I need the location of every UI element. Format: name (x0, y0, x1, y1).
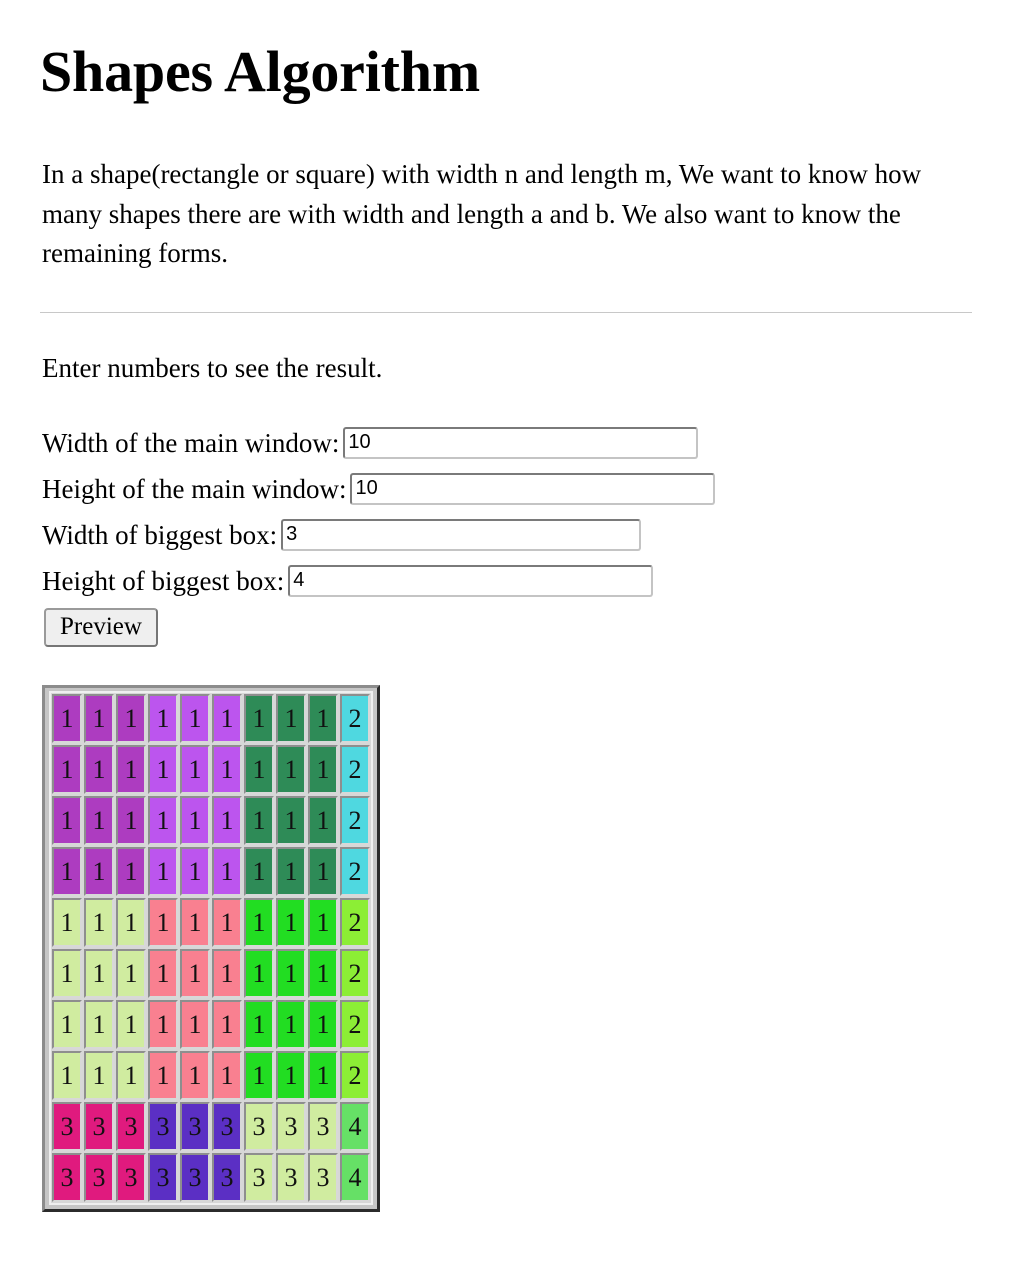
grid-cell: 1 (116, 745, 146, 794)
grid-cell: 1 (180, 796, 210, 845)
grid-cell: 1 (276, 1000, 306, 1049)
grid-cell: 1 (84, 949, 114, 998)
grid-cell: 3 (52, 1102, 82, 1151)
grid-cell: 1 (180, 949, 210, 998)
section-divider (40, 312, 972, 313)
grid-cell: 1 (180, 745, 210, 794)
grid-cell: 1 (244, 1000, 274, 1049)
grid-cell: 1 (84, 1051, 114, 1100)
grid-cell: 1 (308, 1051, 338, 1100)
grid-row (51, 999, 371, 1050)
grid-cell: 1 (308, 1000, 338, 1049)
grid-row (51, 897, 371, 948)
grid-cell: 1 (84, 796, 114, 845)
grid-cell: 1 (276, 847, 306, 896)
grid-row (51, 846, 371, 897)
grid-cell: 1 (148, 847, 178, 896)
main-window-width-label: Width of the main window: (42, 427, 340, 458)
grid-cell: 1 (148, 694, 178, 743)
grid-cell: 1 (308, 847, 338, 896)
preview-button[interactable]: Preview (44, 608, 158, 648)
grid-cell: 1 (52, 796, 82, 845)
grid-cell: 1 (52, 949, 82, 998)
grid-cell: 1 (148, 796, 178, 845)
grid-cell: 1 (276, 694, 306, 743)
grid-cell: 1 (84, 694, 114, 743)
grid-cell: 2 (340, 898, 370, 947)
grid-cell: 1 (52, 1051, 82, 1100)
grid-cell: 1 (116, 949, 146, 998)
grid-cell: 1 (308, 898, 338, 947)
main-window-width-input[interactable] (343, 427, 698, 459)
main-window-height-input[interactable] (350, 473, 715, 505)
grid-cell: 1 (212, 796, 242, 845)
result-grid-container (42, 685, 380, 1212)
result-grid (49, 691, 373, 1205)
grid-cell: 1 (212, 1000, 242, 1049)
grid-cell: 1 (212, 847, 242, 896)
grid-cell: 1 (308, 694, 338, 743)
grid-cell: 1 (180, 1000, 210, 1049)
grid-cell: 1 (276, 1051, 306, 1100)
grid-cell: 4 (340, 1153, 370, 1202)
grid-cell: 3 (244, 1153, 274, 1202)
grid-row (51, 1050, 371, 1101)
grid-cell: 1 (276, 796, 306, 845)
grid-cell: 1 (148, 1051, 178, 1100)
grid-row (51, 744, 371, 795)
grid-cell: 1 (52, 745, 82, 794)
grid-cell: 1 (116, 694, 146, 743)
grid-cell: 1 (180, 898, 210, 947)
grid-cell: 1 (308, 949, 338, 998)
grid-cell: 1 (212, 949, 242, 998)
grid-cell: 2 (340, 949, 370, 998)
grid-cell: 1 (116, 847, 146, 896)
grid-cell: 1 (116, 796, 146, 845)
grid-row (51, 948, 371, 999)
grid-cell: 1 (308, 745, 338, 794)
grid-cell: 1 (84, 1000, 114, 1049)
shape-parameters-form (42, 420, 972, 648)
grid-row (51, 1152, 371, 1203)
grid-cell: 1 (180, 694, 210, 743)
grid-cell: 3 (84, 1153, 114, 1202)
grid-cell: 3 (212, 1153, 242, 1202)
grid-cell: 1 (52, 1000, 82, 1049)
grid-cell: 1 (52, 694, 82, 743)
form-row (42, 512, 972, 558)
grid-cell: 1 (212, 694, 242, 743)
grid-cell: 1 (84, 898, 114, 947)
grid-cell: 2 (340, 1051, 370, 1100)
grid-cell: 1 (276, 898, 306, 947)
main-window-height-label: Height of the main window: (42, 473, 347, 504)
grid-cell: 3 (180, 1153, 210, 1202)
grid-cell: 3 (84, 1102, 114, 1151)
grid-cell: 1 (52, 898, 82, 947)
form-row (42, 558, 972, 604)
grid-cell: 3 (180, 1102, 210, 1151)
grid-cell: 1 (116, 898, 146, 947)
grid-cell: 1 (84, 745, 114, 794)
grid-cell: 1 (244, 1051, 274, 1100)
grid-cell: 1 (52, 847, 82, 896)
grid-cell: 3 (116, 1153, 146, 1202)
grid-cell: 3 (276, 1102, 306, 1151)
grid-cell: 4 (340, 1102, 370, 1151)
grid-cell: 1 (180, 847, 210, 896)
page-title: Shapes Algorithm (40, 39, 480, 104)
biggest-box-width-label: Width of biggest box: (42, 519, 278, 550)
grid-cell: 1 (244, 694, 274, 743)
grid-cell: 1 (244, 796, 274, 845)
grid-cell: 3 (276, 1153, 306, 1202)
grid-cell: 1 (212, 898, 242, 947)
grid-row (51, 795, 371, 846)
grid-cell: 1 (244, 949, 274, 998)
grid-cell: 2 (340, 745, 370, 794)
grid-cell: 3 (308, 1153, 338, 1202)
intro-paragraph: In a shape(rectangle or square) with width n and length m, We want to know how many shapes there are with width and length a and b. We also want to know the remaining forms. (42, 158, 922, 269)
grid-cell: 3 (212, 1102, 242, 1151)
grid-cell: 3 (116, 1102, 146, 1151)
biggest-box-width-input[interactable] (281, 519, 641, 551)
grid-cell: 3 (52, 1153, 82, 1202)
grid-cell: 1 (116, 1000, 146, 1049)
form-row (42, 466, 972, 512)
grid-cell: 2 (340, 796, 370, 845)
grid-row (51, 693, 371, 744)
grid-cell: 1 (148, 949, 178, 998)
grid-cell: 1 (212, 745, 242, 794)
grid-cell: 1 (180, 1051, 210, 1100)
grid-row (51, 1101, 371, 1152)
grid-cell: 1 (116, 1051, 146, 1100)
grid-cell: 1 (308, 796, 338, 845)
grid-cell: 3 (244, 1102, 274, 1151)
grid-cell: 3 (148, 1153, 178, 1202)
grid-cell: 3 (148, 1102, 178, 1151)
grid-cell: 2 (340, 847, 370, 896)
form-row (42, 420, 972, 466)
biggest-box-height-input[interactable] (288, 565, 653, 597)
grid-cell: 2 (340, 1000, 370, 1049)
grid-cell: 1 (148, 1000, 178, 1049)
biggest-box-height-label: Height of biggest box: (42, 565, 285, 596)
grid-cell: 1 (276, 949, 306, 998)
grid-cell: 2 (340, 694, 370, 743)
result-prompt: Enter numbers to see the result. (42, 352, 383, 383)
grid-cell: 1 (276, 745, 306, 794)
grid-cell: 1 (212, 1051, 242, 1100)
grid-cell: 1 (244, 898, 274, 947)
grid-cell: 1 (84, 847, 114, 896)
grid-cell: 1 (148, 745, 178, 794)
grid-cell: 1 (148, 898, 178, 947)
grid-cell: 1 (244, 745, 274, 794)
grid-cell: 1 (244, 847, 274, 896)
grid-cell: 3 (308, 1102, 338, 1151)
